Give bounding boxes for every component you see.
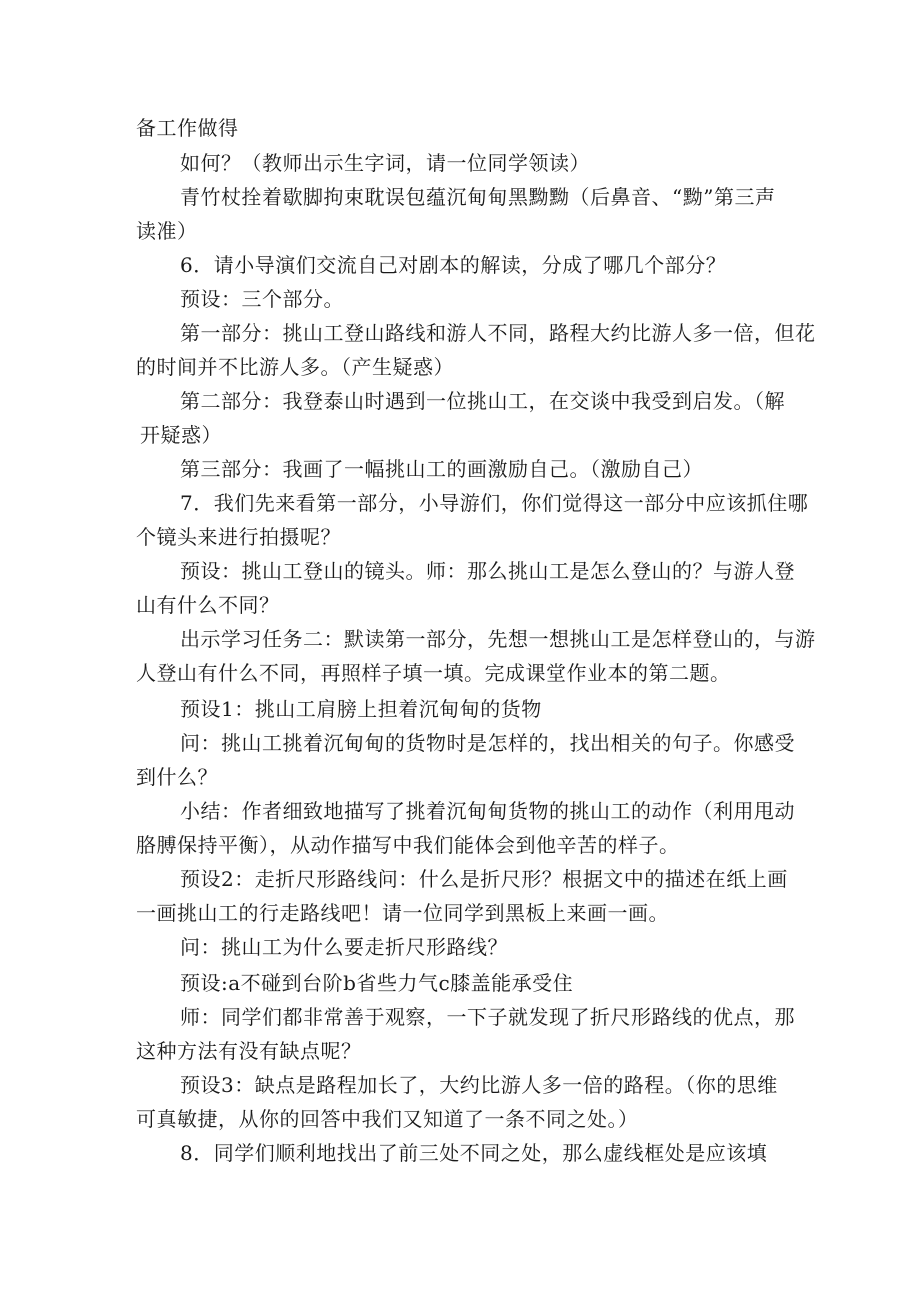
text-line: 可真敏捷，从你的回答中我们又知道了一条不同之处。） <box>136 1107 639 1131</box>
text-line: 预设：三个部分。 <box>180 287 344 311</box>
text-line: 师：同学们都非常善于观察，一下子就发现了折尺形路线的优点，那 <box>180 1005 795 1029</box>
text-line: 个镜头来进行拍摄呢？ <box>136 525 341 549</box>
text-line: 如何？（教师出示生字词，请一位同学领读） <box>180 151 590 175</box>
text-line: 预设2：走折尺形路线问：什么是折尺形？根据文中的描述在纸上画 <box>180 867 788 891</box>
text-line: 的时间并不比游人多。（产生疑惑） <box>136 355 454 379</box>
text-line: 胳膊保持平衡），从动作描写中我们能体会到他辛苦的样子。 <box>136 833 680 857</box>
text-line: 第二部分：我登泰山时遇到一位挑山工，在交谈中我受到启发。（解 <box>180 389 785 413</box>
text-line: 7．我们先来看第一部分，小导游们，你们觉得这一部分中应该抓住哪 <box>180 491 809 515</box>
text-line: 山有什么不同？ <box>136 593 280 617</box>
text-line: 预设:a不碰到台阶b省些力气c膝盖能承受住 <box>180 971 574 995</box>
text-line: 预设：挑山工登山的镜头。师：那么挑山工是怎么登山的？与游人登 <box>180 559 795 583</box>
text-line: 预设3：缺点是路程加长了，大约比游人多一倍的路程。（你的思维 <box>180 1073 778 1097</box>
text-line: 这种方法有没有缺点呢？ <box>136 1039 362 1063</box>
text-line: 第三部分：我画了一幅挑山工的画激励自己。（激励自己） <box>180 457 703 481</box>
text-line: 到什么？ <box>136 765 218 789</box>
text-line: 一画挑山工的行走路线吧！请一位同学到黑板上来画一画。 <box>136 901 669 925</box>
text-line: 出示学习任务二：默读第一部分，先想一想挑山工是怎样登山的，与游 <box>180 627 816 651</box>
text-line: 小结：作者细致地描写了挑着沉甸甸货物的挑山工的动作（利用甩动 <box>180 799 795 823</box>
text-line: 开疑惑） <box>140 423 222 447</box>
text-line: 备工作做得 <box>136 116 239 140</box>
text-line: 第一部分：挑山工登山路线和游人不同，路程大约比游人多一倍，但花 <box>180 321 816 345</box>
text-line: 问：挑山工挑着沉甸甸的货物时是怎样的，找出相关的句子。你感受 <box>180 731 795 755</box>
text-line: 问：挑山工为什么要走折尺形路线？ <box>180 935 508 959</box>
text-line: 人登山有什么不同，再照样子填一填。完成课堂作业本的第二题。 <box>136 661 731 685</box>
text-line: 读准） <box>136 219 198 243</box>
text-line: 预设1：挑山工肩膀上担着沉甸甸的货物 <box>180 697 542 721</box>
text-line: 8．同学们顺利地找出了前三处不同之处，那么虚线框处是应该填 <box>180 1141 768 1165</box>
text-line: 青竹杖拴着歇脚拘束耽误包蕴沉甸甸黑黝黝（后鼻音、“黝”第三声 <box>180 185 776 209</box>
text-line: 6．请小导演们交流自己对剧本的解读，分成了哪几个部分？ <box>180 253 727 277</box>
